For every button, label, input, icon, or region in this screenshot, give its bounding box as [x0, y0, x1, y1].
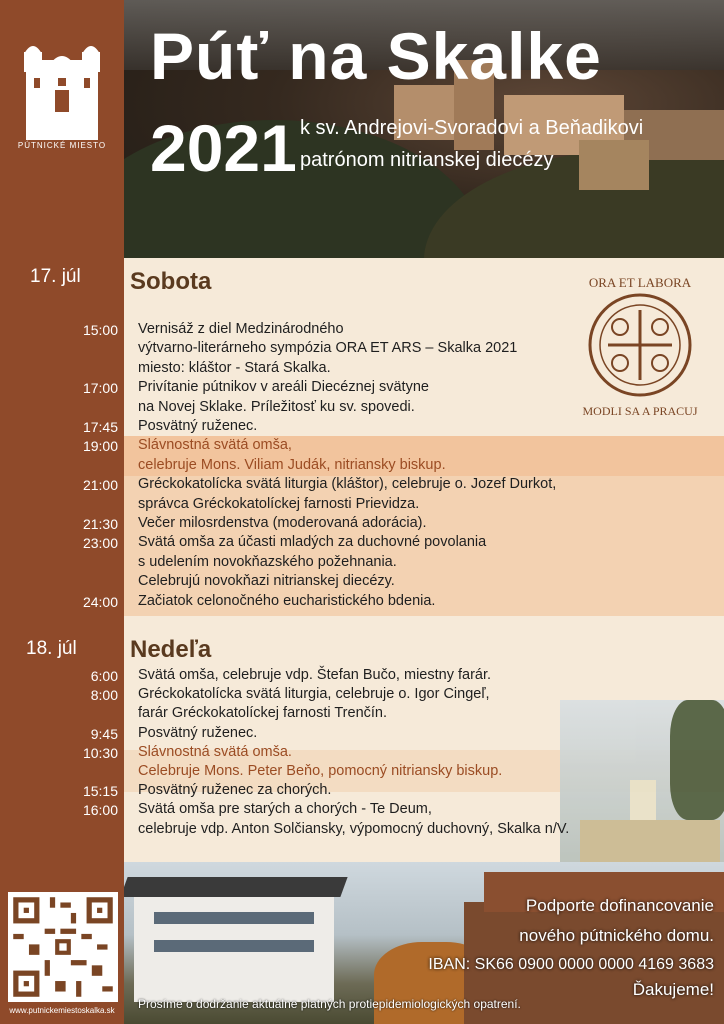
subtitle-line-2: patrónom nitrianskej diecézy	[300, 149, 554, 171]
schedule-text: Posvätný ruženec.	[138, 418, 258, 434]
saturday-day-name: Sobota	[130, 268, 212, 295]
schedule-time: 15:00	[82, 322, 118, 338]
schedule-text: Posvätný ruženec za chorých.	[138, 782, 332, 799]
schedule-text: Slávnostná svätá omša.	[138, 743, 292, 760]
schedule-text: Celebruje Mons. Peter Beňo, pomocný nitriansky biskup.	[138, 763, 503, 779]
logo-tagline: PÚTNICKÉ MIESTO	[17, 141, 107, 150]
support-line-2: nového pútnického domu.	[519, 926, 714, 945]
skalka-church-logo	[14, 10, 110, 160]
schedule-time: 21:00	[82, 477, 118, 494]
schedule-time: 15:15	[82, 783, 118, 800]
schedule-text: Slávnostná svätá omša,	[138, 437, 292, 454]
schedule-text: Celebrujú novokňazi nitrianskej diecézy.	[138, 573, 395, 590]
schedule-text: Vernisáž z diel Medzinárodného	[138, 321, 344, 337]
schedule-time: 8:00	[90, 687, 118, 704]
page-year: 2021	[150, 111, 297, 185]
sunday-day-name: Nedeľa	[130, 636, 212, 663]
website-link[interactable]: www.putnickemiestoskalka.sk	[9, 1006, 115, 1015]
schedule-text: na Novej Sklake. Príležitosť ku sv. spovedi.	[138, 398, 415, 415]
iban-text: IBAN: SK66 0900 0000 0000 4169 3683	[428, 956, 714, 973]
schedule-time: 24:00	[82, 593, 118, 610]
schedule-time: 9:45	[90, 725, 118, 742]
schedule-text: Gréckokatolícka svätá liturgia (kláštor), celebruje o. Jozef Durkot,	[138, 476, 557, 493]
schedule-text: Gréckokatolícka svätá liturgia, celebruje o. Igor Cingeľ,	[138, 686, 490, 703]
seal-bottom-text: MODLI SA A PRACUJ	[582, 404, 698, 418]
qr-code[interactable]	[8, 892, 118, 1002]
schedule-time: 17:00	[82, 380, 118, 397]
schedule-text: správca Gréckokatolíckej farnosti Prievidza.	[138, 495, 420, 512]
schedule-time: 16:00	[82, 802, 118, 819]
schedule-text: Svätá omša za účasti mladých za duchovné povolania	[138, 534, 487, 551]
schedule-text: miesto: kláštor - Stará Skalka.	[138, 359, 331, 376]
support-line-1: Podporte dofinancovanie	[525, 896, 714, 915]
schedule-text: s udelením novokňazského požehnania.	[138, 553, 397, 570]
subtitle-line-1: k sv. Andrejovi-Svoradovi a Beňadikovi	[300, 117, 644, 139]
schedule-text: Začiatok celonočného eucharistického bdenia.	[138, 592, 436, 609]
schedule-text: farár Gréckokatolíckej farnosti Trenčín.	[138, 705, 388, 722]
schedule-time: 10:30	[82, 744, 118, 761]
schedule-text: celebruje Mons. Viliam Judák, nitriansky biskup.	[138, 456, 446, 473]
schedule-time: 23:00	[82, 535, 118, 552]
schedule-text: Večer milosrdenstva (moderovaná adorácia).	[138, 515, 427, 531]
schedule-text: Privítanie pútnikov v areáli Diecéznej svätyne	[138, 379, 429, 396]
sunday-date: 18. júl	[26, 638, 77, 659]
hygiene-note: Prosíme o dodržanie aktuálne platných protiepidemiologických opatrení.	[138, 997, 521, 1011]
saturday-date: 17. júl	[30, 266, 81, 287]
page-subtitle	[300, 112, 710, 176]
schedule-text: Svätá omša, celebruje vdp. Štefan Bučo, miestny farár.	[138, 667, 492, 683]
schedule-time: 6:00	[90, 668, 118, 684]
schedule-time: 17:45	[82, 419, 118, 435]
schedule-text: výtvarno-literárneho sympózia ORA ET ARS – Skalka 2021	[138, 340, 518, 357]
schedule-text: Svätá omša pre starých a chorých - Te Deum,	[138, 801, 432, 818]
logo-name: SKALKA	[25, 118, 99, 135]
schedule-time: 19:00	[82, 438, 118, 455]
schedule-time: 21:30	[82, 516, 118, 532]
thanks-text: Ďakujeme!	[632, 980, 714, 999]
schedule-text: celebruje vdp. Anton Solčiansky, výpomocný duchovný, Skalka n/V.	[138, 820, 570, 837]
ora-et-labora-seal	[570, 265, 710, 425]
seal-top-text: ORA ET LABORA	[588, 275, 692, 290]
page-title: Púť na Skalke	[150, 19, 602, 93]
church-photo	[560, 700, 724, 870]
schedule-text: Posvätný ruženec.	[138, 724, 258, 741]
